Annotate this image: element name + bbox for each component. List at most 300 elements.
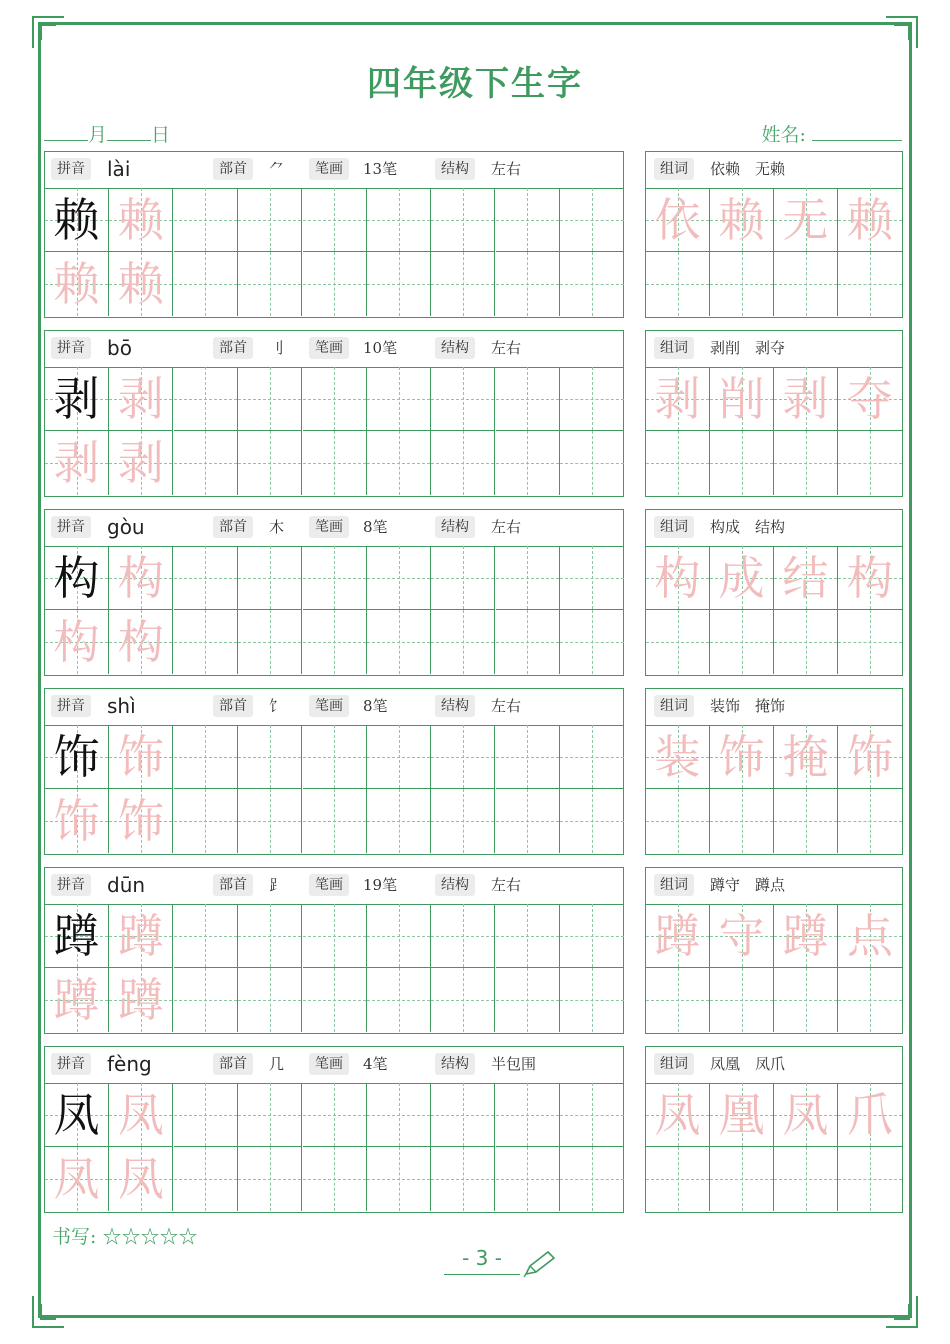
structure-value: 左右: [491, 160, 522, 178]
trace-word-character: 凤: [654, 1088, 701, 1142]
trace-word-character: 夺: [847, 372, 893, 426]
words-value: 剥削 剥夺: [710, 339, 786, 357]
page-number: - 3 -: [444, 1246, 520, 1275]
trace-character: 赖: [117, 257, 164, 311]
word-info-row: [646, 152, 902, 189]
words-tag: 组词: [654, 1053, 694, 1075]
writing-cell[interactable]: [45, 610, 109, 674]
structure-tag: 结构: [435, 874, 475, 896]
word-cell[interactable]: [774, 725, 838, 789]
word-cell[interactable]: [710, 904, 774, 968]
word-cell[interactable]: [710, 610, 774, 674]
trace-word-character: 凰: [718, 1088, 765, 1142]
word-cell[interactable]: [838, 904, 902, 968]
words-value: 依赖 无赖: [710, 160, 786, 178]
word-cell[interactable]: [838, 610, 902, 674]
writing-cell[interactable]: [303, 546, 367, 610]
rating-label: 书写:: [52, 1226, 97, 1248]
word-cell[interactable]: [646, 725, 710, 789]
writing-cell[interactable]: [496, 725, 560, 789]
writing-cell[interactable]: [303, 610, 367, 674]
model-character: 剥: [53, 372, 100, 426]
writing-cell[interactable]: [45, 252, 109, 316]
pinyin-value: bō: [107, 336, 132, 360]
writing-cell[interactable]: [238, 252, 302, 316]
word-cell[interactable]: [710, 252, 774, 316]
writing-cell[interactable]: [303, 1147, 367, 1211]
word-cell[interactable]: [774, 610, 838, 674]
trace-word-character: 蹲: [782, 909, 829, 963]
writing-cell[interactable]: [560, 789, 624, 853]
writing-cell[interactable]: [496, 188, 560, 252]
writing-cell[interactable]: [431, 610, 495, 674]
writing-cell[interactable]: [303, 904, 367, 968]
pinyin-value: fèng: [107, 1052, 152, 1076]
trace-word-character: 爪: [847, 1088, 893, 1142]
page-title: 四年级下生字: [367, 64, 583, 104]
word-cell[interactable]: [646, 188, 710, 252]
writing-cell[interactable]: [109, 725, 173, 789]
character-block: [44, 1046, 624, 1213]
writing-cell[interactable]: [238, 1147, 302, 1211]
writing-cell[interactable]: [45, 546, 109, 610]
word-cell[interactable]: [646, 789, 710, 853]
trace-character: 构: [117, 615, 164, 669]
writing-cell[interactable]: [560, 367, 624, 431]
writing-cell[interactable]: [367, 546, 431, 610]
word-block: [645, 1046, 903, 1213]
word-info-row: [646, 1047, 902, 1084]
writing-cell[interactable]: [560, 1083, 624, 1147]
trace-character: 构: [117, 551, 164, 605]
character-info-row: [45, 1047, 623, 1084]
writing-cell[interactable]: [109, 968, 173, 1032]
trace-character: 蹲: [53, 973, 100, 1027]
trace-word-character: 守: [718, 909, 765, 963]
radical-value: ⺈: [269, 160, 285, 178]
word-cell[interactable]: [710, 725, 774, 789]
writing-cell[interactable]: [238, 431, 302, 495]
radical-value: 饣: [269, 697, 285, 715]
writing-cell[interactable]: [496, 252, 560, 316]
trace-word-character: 削: [718, 372, 765, 426]
trace-word-character: 饰: [847, 730, 893, 784]
word-cell[interactable]: [710, 789, 774, 853]
word-cell[interactable]: [838, 1147, 902, 1211]
writing-cell[interactable]: [560, 431, 624, 495]
writing-cell[interactable]: [174, 610, 238, 674]
trace-word-character: 赖: [847, 193, 893, 247]
writing-cell[interactable]: [238, 367, 302, 431]
writing-cell[interactable]: [367, 367, 431, 431]
word-cell[interactable]: [646, 968, 710, 1032]
trace-character: 凤: [117, 1088, 164, 1142]
trace-word-character: 赖: [718, 193, 765, 247]
strokes-tag: 笔画: [309, 158, 349, 180]
writing-cell[interactable]: [367, 431, 431, 495]
trace-character: 构: [53, 615, 100, 669]
rating-stars[interactable]: ☆☆☆☆☆: [102, 1226, 198, 1248]
trace-word-character: 剥: [654, 372, 701, 426]
structure-tag: 结构: [435, 516, 475, 538]
writing-cell[interactable]: [431, 904, 495, 968]
writing-cell[interactable]: [431, 188, 495, 252]
character-block: [44, 867, 624, 1034]
character-block: [44, 509, 624, 676]
word-cell[interactable]: [646, 546, 710, 610]
word-cell[interactable]: [838, 188, 902, 252]
writing-cell[interactable]: [174, 431, 238, 495]
word-cell[interactable]: [646, 367, 710, 431]
writing-cell[interactable]: [238, 904, 302, 968]
writing-cell[interactable]: [109, 904, 173, 968]
structure-value: 左右: [491, 697, 522, 715]
writing-cell[interactable]: [238, 610, 302, 674]
strokes-tag: 笔画: [309, 1053, 349, 1075]
trace-word-character: 饰: [718, 730, 765, 784]
writing-cell[interactable]: [109, 252, 173, 316]
writing-cell[interactable]: [174, 252, 238, 316]
radical-value: 木: [269, 518, 285, 536]
word-cell[interactable]: [838, 367, 902, 431]
month-label: 月: [88, 124, 108, 146]
structure-value: 左右: [491, 339, 522, 357]
word-cell[interactable]: [646, 431, 710, 495]
trace-character: 剥: [117, 436, 164, 490]
writing-cell[interactable]: [431, 789, 495, 853]
strokes-tag: 笔画: [309, 695, 349, 717]
trace-character: 饰: [53, 794, 100, 848]
writing-cell[interactable]: [367, 725, 431, 789]
trace-word-character: 构: [654, 551, 701, 605]
radical-tag: 部首: [213, 516, 253, 538]
writing-cell[interactable]: [560, 188, 624, 252]
writing-cell[interactable]: [174, 1147, 238, 1211]
writing-cell[interactable]: [109, 188, 173, 252]
writing-cell[interactable]: [367, 968, 431, 1032]
character-info-row: [45, 331, 623, 368]
structure-value: 左右: [491, 876, 522, 894]
writing-cell[interactable]: [174, 188, 238, 252]
trace-word-character: 掩: [782, 730, 829, 784]
writing-cell[interactable]: [303, 431, 367, 495]
words-value: 构成 结构: [710, 518, 786, 536]
character-block: [44, 151, 624, 318]
radical-tag: 部首: [213, 695, 253, 717]
writing-cell[interactable]: [560, 252, 624, 316]
writing-cell[interactable]: [45, 725, 109, 789]
trace-character: 赖: [117, 193, 164, 247]
strokes-value: 19笔: [363, 876, 398, 894]
corner-ornament: [872, 1282, 918, 1328]
word-cell[interactable]: [774, 904, 838, 968]
structure-tag: 结构: [435, 337, 475, 359]
word-cell[interactable]: [710, 968, 774, 1032]
writing-cell[interactable]: [367, 904, 431, 968]
trace-character: 饰: [117, 794, 164, 848]
word-cell[interactable]: [774, 1147, 838, 1211]
writing-cell[interactable]: [367, 1083, 431, 1147]
trace-word-character: 成: [718, 551, 765, 605]
radical-value: 刂: [269, 339, 285, 357]
strokes-tag: 笔画: [309, 874, 349, 896]
model-character: 凤: [53, 1088, 100, 1142]
writing-cell[interactable]: [431, 1147, 495, 1211]
writing-cell[interactable]: [174, 367, 238, 431]
trace-character: 剥: [53, 436, 100, 490]
pinyin-tag: 拼音: [51, 158, 91, 180]
name-field[interactable]: [762, 120, 902, 147]
pinyin-tag: 拼音: [51, 1053, 91, 1075]
word-cell[interactable]: [774, 431, 838, 495]
strokes-value: 8笔: [363, 518, 388, 536]
name-label: 姓名:: [761, 124, 806, 146]
trace-character: 蹲: [117, 973, 164, 1027]
strokes-value: 8笔: [363, 697, 388, 715]
writing-cell[interactable]: [238, 789, 302, 853]
writing-cell[interactable]: [367, 1147, 431, 1211]
trace-word-character: 凤: [782, 1088, 829, 1142]
word-block: [645, 330, 903, 497]
word-cell[interactable]: [838, 725, 902, 789]
word-cell[interactable]: [646, 610, 710, 674]
structure-tag: 结构: [435, 1053, 475, 1075]
writing-cell[interactable]: [109, 1147, 173, 1211]
word-info-row: [646, 689, 902, 726]
writing-cell[interactable]: [45, 968, 109, 1032]
writing-cell[interactable]: [431, 367, 495, 431]
strokes-value: 10笔: [363, 339, 398, 357]
strokes-tag: 笔画: [309, 337, 349, 359]
word-cell[interactable]: [774, 789, 838, 853]
words-tag: 组词: [654, 695, 694, 717]
word-cell[interactable]: [838, 252, 902, 316]
writing-cell[interactable]: [496, 1083, 560, 1147]
writing-cell[interactable]: [238, 1083, 302, 1147]
word-info-row: [646, 510, 902, 547]
word-cell[interactable]: [710, 188, 774, 252]
trace-character: 凤: [53, 1152, 100, 1206]
writing-cell[interactable]: [431, 431, 495, 495]
trace-character: 剥: [117, 372, 164, 426]
writing-cell[interactable]: [303, 252, 367, 316]
model-character: 构: [53, 551, 100, 605]
day-label: 日: [151, 124, 171, 146]
words-tag: 组词: [654, 874, 694, 896]
writing-cell[interactable]: [367, 789, 431, 853]
word-cell[interactable]: [774, 968, 838, 1032]
trace-character: 饰: [117, 730, 164, 784]
word-cell[interactable]: [838, 431, 902, 495]
structure-value: 半包围: [491, 1055, 537, 1073]
word-cell[interactable]: [838, 789, 902, 853]
word-info-row: [646, 868, 902, 905]
trace-word-character: 无: [782, 193, 829, 247]
character-info-row: [45, 152, 623, 189]
word-block: [645, 151, 903, 318]
writing-cell[interactable]: [303, 367, 367, 431]
trace-word-character: 装: [654, 730, 701, 784]
word-cell[interactable]: [646, 1083, 710, 1147]
writing-cell[interactable]: [496, 431, 560, 495]
writing-cell[interactable]: [45, 1147, 109, 1211]
word-cell[interactable]: [646, 1147, 710, 1211]
radical-tag: 部首: [213, 158, 253, 180]
word-cell[interactable]: [710, 431, 774, 495]
pinyin-tag: 拼音: [51, 337, 91, 359]
word-cell[interactable]: [838, 968, 902, 1032]
word-cell[interactable]: [774, 1083, 838, 1147]
writing-cell[interactable]: [174, 725, 238, 789]
trace-word-character: 点: [847, 909, 893, 963]
writing-cell[interactable]: [109, 789, 173, 853]
writing-rating: [52, 1222, 197, 1249]
radical-tag: 部首: [213, 1053, 253, 1075]
words-value: 凤凰 凤爪: [710, 1055, 786, 1073]
radical-tag: 部首: [213, 874, 253, 896]
word-cell[interactable]: [774, 188, 838, 252]
word-info-row: [646, 331, 902, 368]
writing-cell[interactable]: [496, 610, 560, 674]
radical-tag: 部首: [213, 337, 253, 359]
writing-cell[interactable]: [45, 431, 109, 495]
trace-word-character: 蹲: [654, 909, 701, 963]
word-cell[interactable]: [774, 367, 838, 431]
strokes-value: 13笔: [363, 160, 398, 178]
structure-tag: 结构: [435, 158, 475, 180]
writing-cell[interactable]: [431, 1083, 495, 1147]
writing-cell[interactable]: [367, 188, 431, 252]
pinyin-value: shì: [107, 694, 136, 718]
character-info-row: [45, 868, 623, 905]
word-cell[interactable]: [838, 1083, 902, 1147]
corner-ornament: [32, 1282, 78, 1328]
writing-cell[interactable]: [367, 252, 431, 316]
writing-cell[interactable]: [431, 546, 495, 610]
writing-cell[interactable]: [238, 725, 302, 789]
writing-cell[interactable]: [303, 789, 367, 853]
writing-cell[interactable]: [303, 1083, 367, 1147]
pen-icon: [522, 1250, 558, 1278]
writing-cell[interactable]: [560, 610, 624, 674]
word-block: [645, 509, 903, 676]
writing-cell[interactable]: [303, 968, 367, 1032]
writing-cell[interactable]: [238, 968, 302, 1032]
pinyin-value: dūn: [107, 873, 146, 897]
date-field[interactable]: [44, 120, 170, 147]
writing-cell[interactable]: [496, 904, 560, 968]
writing-cell[interactable]: [109, 546, 173, 610]
word-block: [645, 688, 903, 855]
writing-cell[interactable]: [560, 725, 624, 789]
writing-cell[interactable]: [109, 610, 173, 674]
writing-cell[interactable]: [431, 968, 495, 1032]
words-value: 装饰 掩饰: [710, 697, 786, 715]
writing-cell[interactable]: [45, 904, 109, 968]
writing-cell[interactable]: [560, 1147, 624, 1211]
writing-cell[interactable]: [560, 968, 624, 1032]
writing-cell[interactable]: [109, 1083, 173, 1147]
character-block: [44, 688, 624, 855]
writing-cell[interactable]: [496, 546, 560, 610]
writing-cell[interactable]: [174, 968, 238, 1032]
writing-cell[interactable]: [496, 1147, 560, 1211]
writing-cell[interactable]: [560, 546, 624, 610]
words-value: 蹲守 蹲点: [710, 876, 786, 894]
trace-character: 凤: [117, 1152, 164, 1206]
strokes-value: 4笔: [363, 1055, 388, 1073]
word-cell[interactable]: [710, 1083, 774, 1147]
writing-cell[interactable]: [109, 367, 173, 431]
word-cell[interactable]: [710, 1147, 774, 1211]
trace-word-character: 剥: [782, 372, 829, 426]
writing-cell[interactable]: [238, 546, 302, 610]
model-character: 饰: [53, 730, 100, 784]
writing-cell[interactable]: [174, 904, 238, 968]
trace-character: 赖: [53, 257, 100, 311]
meta-row: [44, 120, 902, 148]
writing-cell[interactable]: [496, 968, 560, 1032]
word-cell[interactable]: [646, 252, 710, 316]
writing-cell[interactable]: [45, 367, 109, 431]
word-block: [645, 867, 903, 1034]
writing-cell[interactable]: [367, 610, 431, 674]
writing-cell[interactable]: [45, 1083, 109, 1147]
character-info-row: [45, 689, 623, 726]
word-cell[interactable]: [838, 546, 902, 610]
pinyin-value: lài: [107, 157, 131, 181]
writing-cell[interactable]: [174, 546, 238, 610]
writing-cell[interactable]: [174, 1083, 238, 1147]
writing-cell[interactable]: [238, 188, 302, 252]
word-cell[interactable]: [710, 546, 774, 610]
trace-word-character: 依: [654, 193, 701, 247]
words-tag: 组词: [654, 158, 694, 180]
pinyin-tag: 拼音: [51, 874, 91, 896]
writing-cell[interactable]: [45, 789, 109, 853]
trace-character: 蹲: [117, 909, 164, 963]
pinyin-tag: 拼音: [51, 695, 91, 717]
word-cell[interactable]: [646, 904, 710, 968]
writing-cell[interactable]: [109, 431, 173, 495]
writing-cell[interactable]: [431, 725, 495, 789]
structure-value: 左右: [491, 518, 522, 536]
writing-cell[interactable]: [303, 725, 367, 789]
writing-cell[interactable]: [560, 904, 624, 968]
character-block: [44, 330, 624, 497]
structure-tag: 结构: [435, 695, 475, 717]
pinyin-value: gòu: [107, 515, 145, 539]
strokes-tag: 笔画: [309, 516, 349, 538]
writing-cell[interactable]: [45, 188, 109, 252]
character-info-row: [45, 510, 623, 547]
word-cell[interactable]: [774, 546, 838, 610]
radical-value: 几: [269, 1055, 285, 1073]
writing-cell[interactable]: [303, 188, 367, 252]
model-character: 赖: [53, 193, 100, 247]
word-cell[interactable]: [710, 367, 774, 431]
writing-cell[interactable]: [431, 252, 495, 316]
words-tag: 组词: [654, 516, 694, 538]
model-character: 蹲: [53, 909, 100, 963]
writing-cell[interactable]: [174, 789, 238, 853]
word-cell[interactable]: [774, 252, 838, 316]
writing-cell[interactable]: [496, 367, 560, 431]
pinyin-tag: 拼音: [51, 516, 91, 538]
words-tag: 组词: [654, 337, 694, 359]
writing-cell[interactable]: [496, 789, 560, 853]
trace-word-character: 构: [847, 551, 893, 605]
